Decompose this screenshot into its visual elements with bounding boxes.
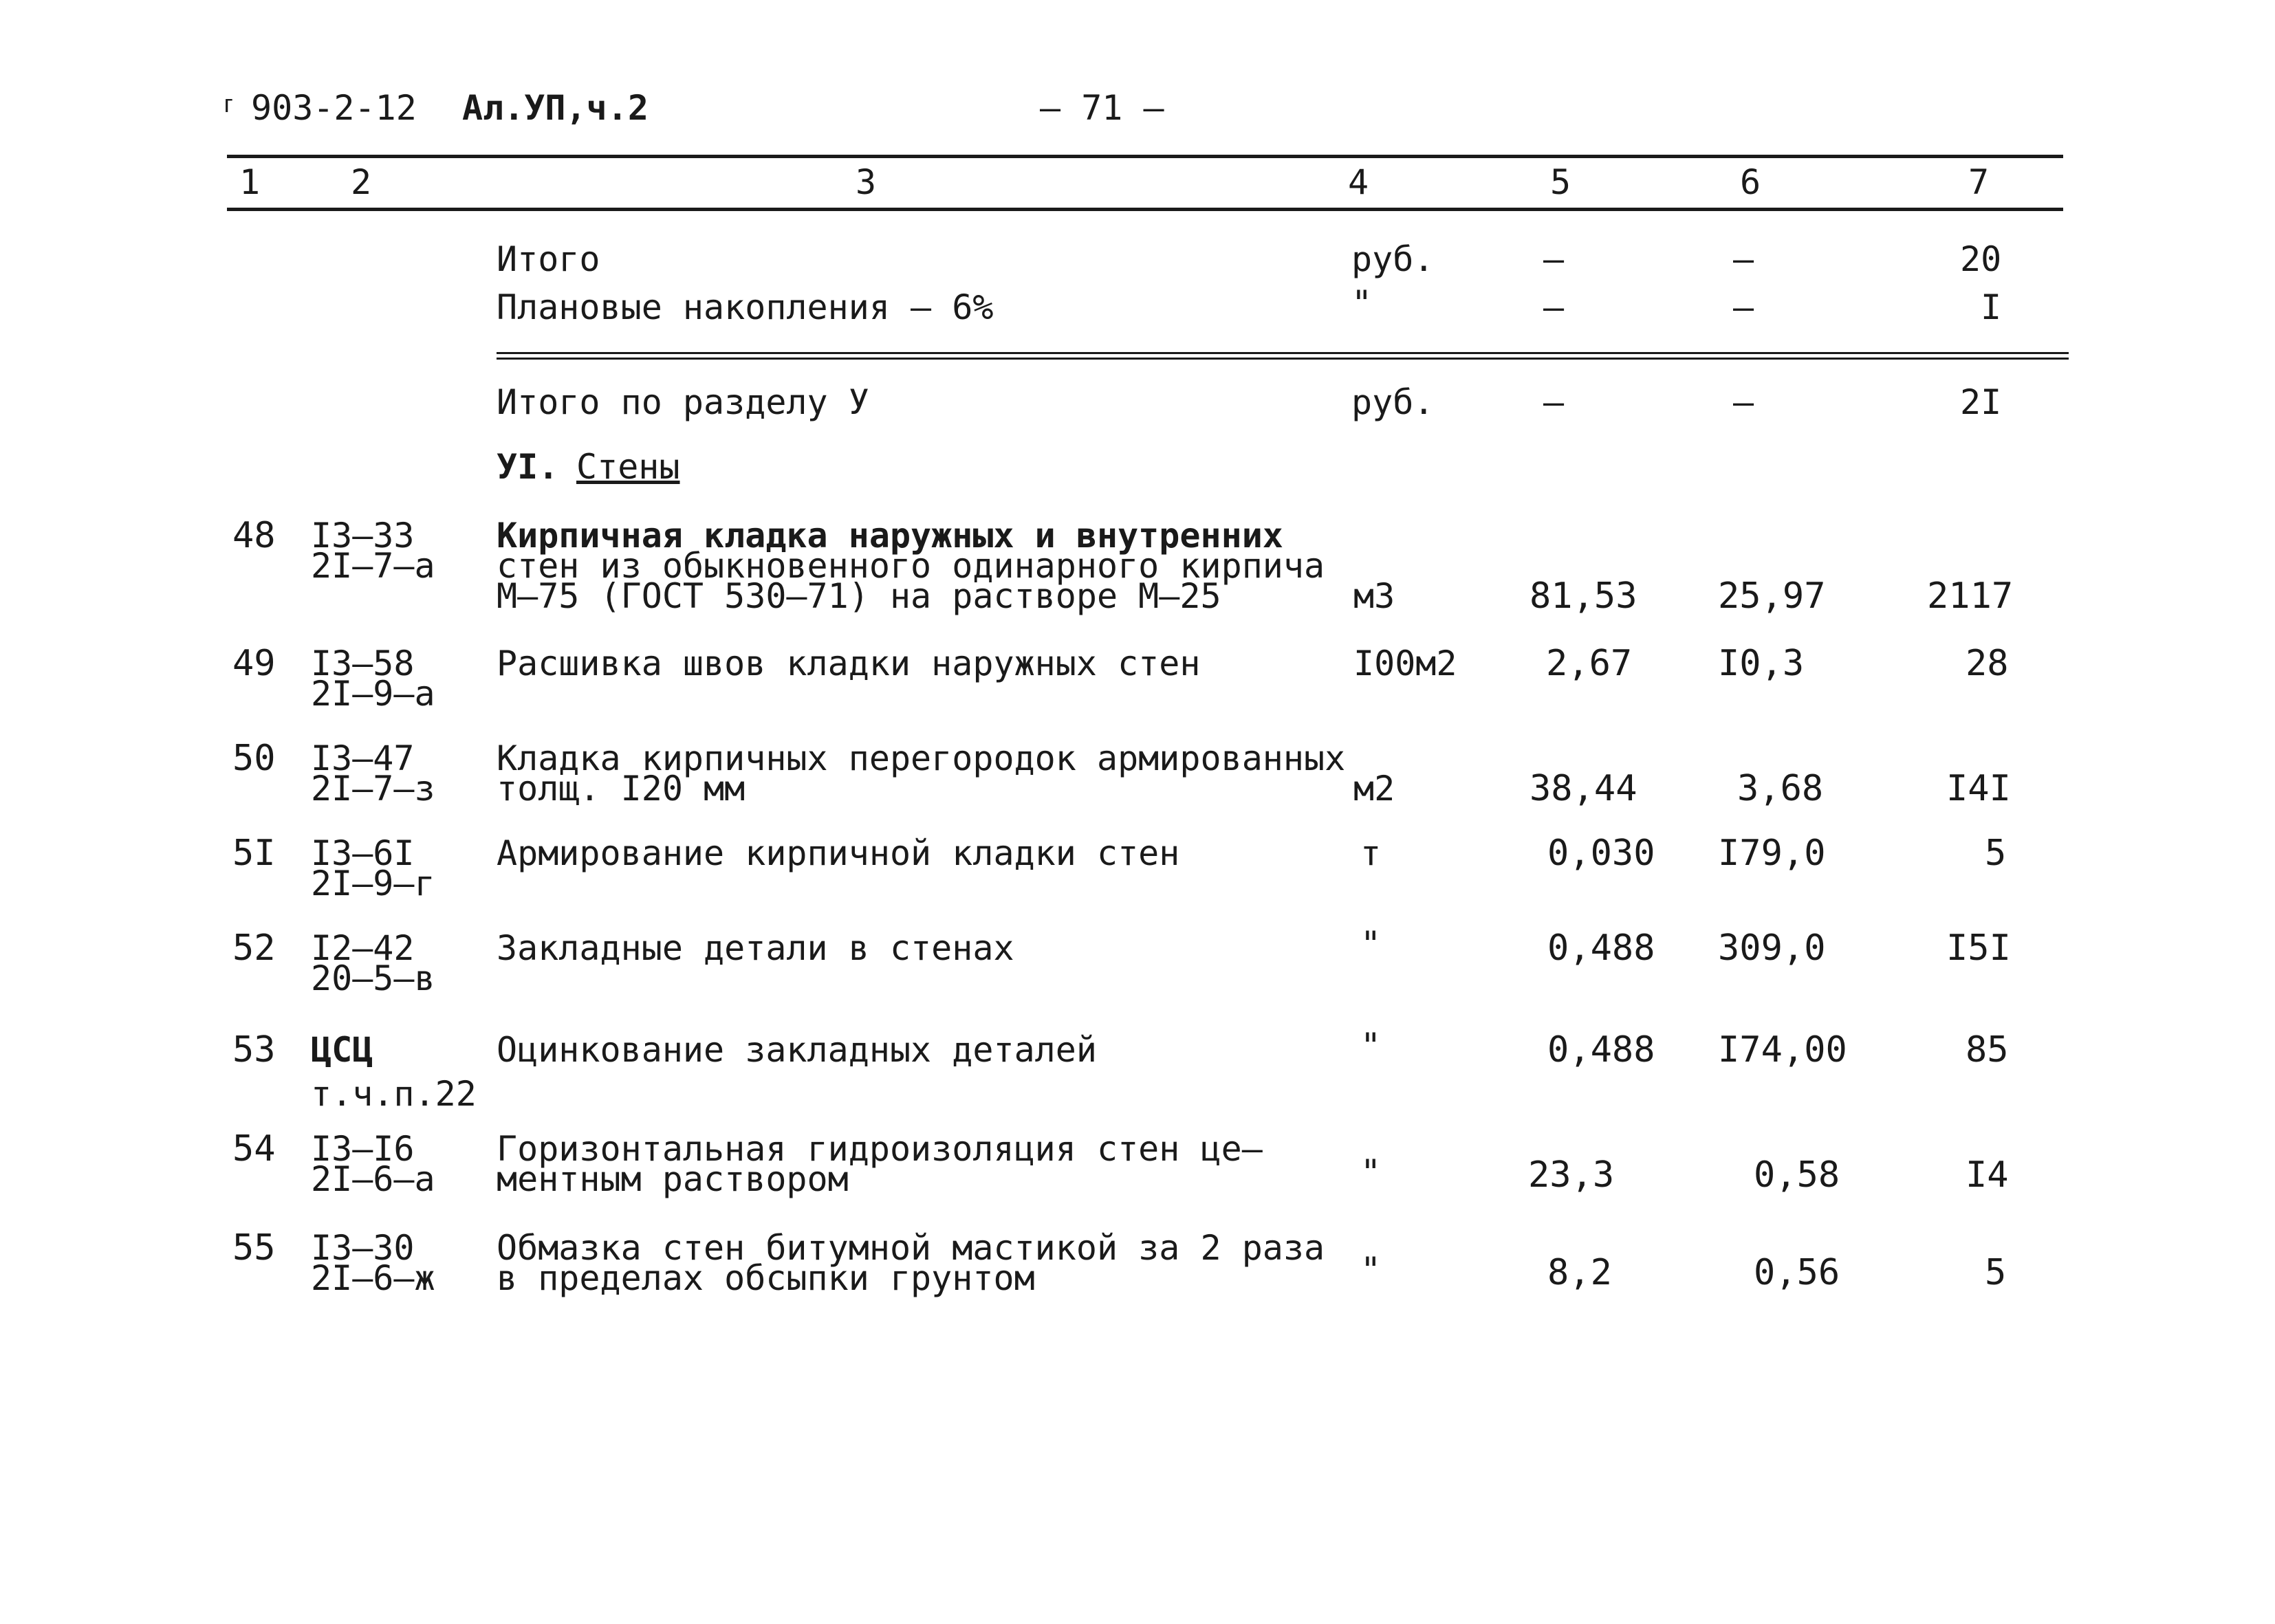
row-code: ЦСЦ (311, 1030, 373, 1070)
row-description: Горизонтальная гидроизоляция стен це– (497, 1129, 1263, 1169)
row-unit: м3 (1353, 576, 1395, 616)
row-total: 5 (1985, 1252, 2007, 1293)
row-quantity: 0,030 (1547, 833, 1655, 874)
row-total: I4I (1946, 768, 2011, 809)
row-code: I3–47 (311, 738, 415, 778)
row-code: I3–58 (311, 644, 415, 683)
row-code: I3–6I (311, 833, 415, 873)
row-description: Расшивка швов кладки наружных стен (497, 644, 1201, 683)
row-unit: " (1360, 1152, 1382, 1192)
row-code: I2–42 (311, 928, 415, 968)
row-unit-price: 25,97 (1718, 575, 1826, 617)
column-header-3: 3 (856, 162, 877, 202)
row-code-secondary: 2I–9–г (311, 864, 435, 903)
section-total-col5: – (1543, 382, 1565, 422)
album-reference: Ал.УП,ч.2 (462, 88, 649, 128)
row-number: 52 (232, 928, 276, 969)
column-header-4: 4 (1348, 162, 1369, 202)
row-code-secondary: 20–5–в (311, 958, 435, 998)
row-unit-price: I74,00 (1718, 1029, 1847, 1071)
section-total-unit: руб. (1351, 382, 1435, 422)
row-unit: I00м2 (1353, 644, 1457, 683)
summary-total: I (1981, 287, 2002, 327)
row-description: Закладные детали в стенах (497, 928, 1014, 968)
row-quantity: 81,53 (1530, 575, 1637, 617)
column-header-7: 7 (1968, 162, 1990, 202)
row-code-secondary: 2I–9–а (311, 674, 435, 714)
row-unit-price: I79,0 (1718, 833, 1826, 874)
row-unit-price: 0,56 (1754, 1252, 1840, 1293)
section-total-name: Итого по разделу У (497, 382, 869, 422)
row-code: I3–33 (311, 516, 415, 556)
row-description: стен из обыкновенного одинарного кирпича (497, 546, 1325, 586)
row-total: 5 (1985, 833, 2007, 874)
column-header-1: 1 (239, 162, 261, 202)
row-unit-price: I0,3 (1718, 643, 1805, 684)
table-header-rule (227, 208, 2063, 211)
row-quantity: 8,2 (1547, 1252, 1612, 1293)
summary-unit: руб. (1351, 239, 1435, 279)
section-total-col6: – (1733, 382, 1754, 422)
column-header-2: 2 (351, 162, 372, 202)
summary-col6: – (1733, 287, 1754, 327)
row-quantity: 0,488 (1547, 1029, 1655, 1071)
row-quantity: 0,488 (1547, 928, 1655, 969)
row-unit: " (1360, 1250, 1382, 1290)
row-quantity: 2,67 (1546, 643, 1633, 684)
row-unit: т (1360, 833, 1382, 873)
summary-col5: – (1543, 239, 1565, 279)
row-total: 28 (1966, 643, 2009, 684)
corner-mark: ᴦ (221, 90, 237, 118)
row-number: 54 (232, 1128, 276, 1170)
row-total: I4 (1966, 1154, 2009, 1196)
summary-unit: " (1351, 283, 1373, 323)
row-quantity: 38,44 (1530, 768, 1637, 809)
row-number: 48 (232, 515, 276, 556)
total-separator-rule (497, 352, 2069, 354)
row-code-secondary: т.ч.п.22 (311, 1074, 477, 1114)
row-total: 2117 (1927, 575, 2014, 617)
section-title: Стены (576, 447, 680, 487)
total-separator-rule (497, 358, 2069, 360)
row-code-secondary: 2I–7–з (311, 769, 435, 809)
row-unit-price: 0,58 (1754, 1154, 1840, 1196)
row-number: 50 (232, 738, 276, 779)
row-description: Оцинкование закладных деталей (497, 1030, 1097, 1070)
row-description: М–75 (ГОСТ 530–71) на растворе М–25 (497, 576, 1221, 616)
summary-col6: – (1733, 239, 1754, 279)
section-number: УI. (497, 447, 559, 487)
section-total-amount: 2I (1960, 382, 2002, 422)
row-code: I3–I6 (311, 1129, 415, 1169)
row-unit: м2 (1353, 769, 1395, 809)
row-description: Кирпичная кладка наружных и внутренних (497, 516, 1283, 556)
row-description: Обмазка стен битумной мастикой за 2 раза (497, 1228, 1325, 1268)
summary-col5: – (1543, 287, 1565, 327)
row-description: толщ. I20 мм (497, 769, 745, 809)
row-number: 55 (232, 1227, 276, 1269)
row-code-secondary: 2I–7–а (311, 546, 435, 586)
row-description: в пределах обсыпки грунтом (497, 1258, 1035, 1298)
row-unit-price: 3,68 (1737, 768, 1824, 809)
row-number: 5I (232, 833, 276, 874)
column-header-6: 6 (1740, 162, 1761, 202)
column-header-5: 5 (1550, 162, 1571, 202)
row-unit: " (1360, 924, 1382, 964)
row-description: Армирование кирпичной кладки стен (497, 833, 1180, 873)
summary-name: Плановые накопления – 6% (497, 287, 994, 327)
summary-total: 20 (1960, 239, 2002, 279)
document-code: 903-2-12 (251, 88, 417, 128)
row-code: I3–30 (311, 1228, 415, 1268)
row-description: ментным раствором (497, 1159, 849, 1199)
summary-name: Итого (497, 239, 600, 279)
row-description: Кладка кирпичных перегородок армированных (497, 738, 1346, 778)
row-total: I5I (1946, 928, 2011, 969)
row-unit: " (1360, 1026, 1382, 1066)
row-number: 49 (232, 643, 276, 684)
row-code-secondary: 2I–6–а (311, 1159, 435, 1199)
row-code-secondary: 2I–6–ж (311, 1258, 435, 1298)
row-number: 53 (232, 1029, 276, 1071)
row-unit-price: 309,0 (1718, 928, 1826, 969)
row-quantity: 23,3 (1528, 1154, 1615, 1196)
table-top-rule (227, 155, 2063, 158)
row-total: 85 (1966, 1029, 2009, 1071)
page-number: – 71 – (1040, 88, 1164, 128)
